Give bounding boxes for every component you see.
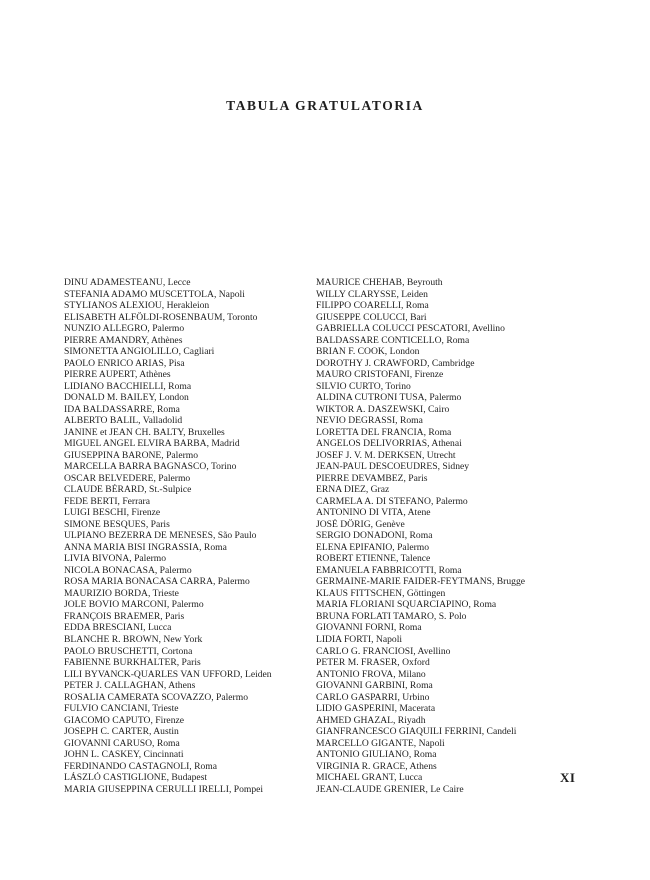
list-item: LUIGI BESCHI, Firenze xyxy=(64,507,161,519)
list-item: KLAUS FITTSCHEN, Göttingen xyxy=(316,587,446,599)
list-item: PETER J. CALLAGHAN, Athens xyxy=(64,680,196,692)
list-item: PETER M. FRASER, Oxford xyxy=(316,657,430,669)
list-item: JOSEPH C. CARTER, Austin xyxy=(64,726,179,738)
list-item: GIOVANNI GARBINI, Roma xyxy=(316,680,433,692)
list-item: JEAN-CLAUDE GRENIER, Le Caire xyxy=(316,783,464,795)
list-item: ANNA MARIA BISI INGRASSIA, Roma xyxy=(64,541,227,553)
list-item: SIMONETTA ANGIOLILLO, Cagliari xyxy=(64,346,215,358)
list-item: CARLO G. FRANCIOSI, Avellino xyxy=(316,645,451,657)
list-item: LILI BYVANCK-QUARLES VAN UFFORD, Leiden xyxy=(64,668,272,680)
list-item: BRIAN F. COOK, London xyxy=(316,346,420,358)
list-item: PIERRE AUPERT, Athènes xyxy=(64,369,171,381)
list-item: PIERRE AMANDRY, Athènes xyxy=(64,334,183,346)
list-item: MARCELLO GIGANTE, Napoli xyxy=(316,737,445,749)
list-item: GABRIELLA COLUCCI PESCATORI, Avellino xyxy=(316,323,505,335)
list-item: DINU ADAMESTEANU, Lecce xyxy=(64,277,191,288)
list-item: FEDE BERTI, Ferrara xyxy=(64,495,151,507)
list-item: GIUSEPPE COLUCCI, Bari xyxy=(316,311,427,323)
list-item: MARIA GIUSEPPINA CERULLI IRELLI, Pompei xyxy=(64,783,264,795)
list-item: IDA BALDASSARRE, Roma xyxy=(64,403,180,415)
list-item: ANTONINO DI VITA, Atene xyxy=(316,507,431,519)
list-item: JANINE et JEAN CH. BALTY, Bruxelles xyxy=(64,426,225,438)
list-item: ROBERT ETIENNE, Talence xyxy=(316,553,431,565)
list-item: MIGUEL ANGEL ELVIRA BARBA, Madrid xyxy=(64,438,240,450)
list-item: GIOVANNI FORNI, Roma xyxy=(316,622,422,634)
list-item: MICHAEL GRANT, Lucca xyxy=(316,772,423,784)
list-item: OSCAR BELVEDERE, Palermo xyxy=(64,472,191,484)
list-item: SILVIO CURTO, Torino xyxy=(316,380,411,392)
list-item: JOSÉ DÖRIG, Genève xyxy=(316,518,405,530)
list-item: FRANÇOIS BRAEMER, Paris xyxy=(64,610,185,622)
list-item: ALDINA CUTRONI TUSA, Palermo xyxy=(316,392,462,404)
list-item: LIDIO GASPERINI, Macerata xyxy=(316,703,436,715)
list-item: ELENA EPIFANIO, Palermo xyxy=(316,541,430,553)
list-item: EDDA BRESCIANI, Lucca xyxy=(64,622,172,634)
list-item: FULVIO CANCIANI, Trieste xyxy=(64,703,179,715)
list-item: GIANFRANCESCO GIAQUILI FERRINI, Candeli xyxy=(316,726,517,738)
list-item: PIERRE DEVAMBEZ, Paris xyxy=(316,472,428,484)
list-item: JOSEF J. V. M. DERKSEN, Utrecht xyxy=(316,449,456,461)
list-item: LÁSZLÓ CASTIGLIONE, Budapest xyxy=(64,772,208,784)
list-item: FERDINANDO CASTAGNOLI, Roma xyxy=(64,760,217,772)
list-item: CLAUDE BÉRARD, St.-Sulpice xyxy=(64,484,192,496)
list-item: GIACOMO CAPUTO, Firenze xyxy=(64,714,185,726)
page-title: TABULA GRATULATORIA xyxy=(226,98,424,113)
list-item: NICOLA BONACASA, Palermo xyxy=(64,564,192,576)
list-item: LIVIA BIVONA, Palermo xyxy=(64,553,167,565)
list-item: MAURICE CHEHAB, Beyrouth xyxy=(316,277,443,288)
list-item: BALDASSARE CONTICELLO, Roma xyxy=(316,334,470,346)
list-item: ELISABETH ALFÖLDI-ROSENBAUM, Toronto xyxy=(64,311,258,323)
list-item: NEVIO DEGRASSI, Roma xyxy=(316,415,423,427)
list-item: WILLY CLARYSSE, Leiden xyxy=(316,288,428,300)
list-item: SERGIO DONADONI, Roma xyxy=(316,530,433,542)
list-item: EMANUELA FABBRICOTTI, Roma xyxy=(316,564,462,576)
list-item: ROSALIA CAMERATA SCOVAZZO, Palermo xyxy=(64,691,249,703)
list-item: ERNA DIEZ, Graz xyxy=(316,484,390,496)
list-item: ANGELOS DELIVORRIAS, Athenai xyxy=(316,438,462,450)
list-item: JEAN-PAUL DESCOEUDRES, Sidney xyxy=(316,461,470,473)
list-item: LORETTA DEL FRANCIA, Roma xyxy=(316,426,452,438)
list-item: GIUSEPPINA BARONE, Palermo xyxy=(64,449,199,461)
list-item: CARMELA A. DI STEFANO, Palermo xyxy=(316,495,468,507)
list-item: FILIPPO COARELLI, Roma xyxy=(316,300,429,312)
list-item: VIRGINIA R. GRACE, Athens xyxy=(316,760,437,772)
list-item: BRUNA FORLATI TAMARO, S. Polo xyxy=(316,610,467,622)
list-item: MAURO CRISTOFANI, Firenze xyxy=(316,369,444,381)
list-item: STEFANIA ADAMO MUSCETTOLA, Napoli xyxy=(64,288,245,300)
list-item: NUNZIO ALLEGRO, Palermo xyxy=(64,323,185,335)
list-item: MAURIZIO BORDA, Trieste xyxy=(64,587,179,599)
list-item: FABIENNE BURKHALTER, Paris xyxy=(64,657,201,669)
list-item: AHMED GHAZAL, Riyadh xyxy=(316,714,426,726)
list-item: GIOVANNI CARUSO, Roma xyxy=(64,737,180,749)
list-item: PAOLO BRUSCHETTI, Cortona xyxy=(64,645,193,657)
names-list-left xyxy=(64,277,336,795)
list-item: MARIA FLORIANI SQUARCIAPINO, Roma xyxy=(316,599,497,611)
list-item: STYLIANOS ALEXIOU, Herakleion xyxy=(64,300,210,312)
list-item: LIDIA FORTI, Napoli xyxy=(316,633,403,645)
list-item: ALBERTO BALIL, Valladolid xyxy=(64,415,183,427)
list-item: DONALD M. BAILEY, London xyxy=(64,392,189,404)
list-item: ANTONIO GIULIANO, Roma xyxy=(316,749,437,761)
list-item: MARCELLA BARRA BAGNASCO, Torino xyxy=(64,461,237,473)
page-number: XI xyxy=(560,770,576,785)
list-item: JOLE BOVIO MARCONI, Palermo xyxy=(64,599,204,611)
list-item: WIKTOR A. DASZEWSKI, Cairo xyxy=(316,403,450,415)
list-item: CARLO GASPARRI, Urbino xyxy=(316,691,430,703)
list-item: ROSA MARIA BONACASA CARRA, Palermo xyxy=(64,576,250,588)
list-item: LIDIANO BACCHIELLI, Roma xyxy=(64,380,192,392)
list-item: DOROTHY J. CRAWFORD, Cambridge xyxy=(316,357,475,369)
list-item: JOHN L. CASKEY, Cincinnati xyxy=(64,749,184,761)
list-item: PAOLO ENRICO ARIAS, Pisa xyxy=(64,357,185,369)
list-item: GERMAINE-MARIE FAIDER-FEYTMANS, Brugge xyxy=(316,576,526,588)
list-item: BLANCHE R. BROWN, New York xyxy=(64,633,203,645)
list-item: SIMONE BESQUES, Paris xyxy=(64,518,170,530)
names-list-right xyxy=(316,277,588,795)
list-item: ANTONIO FROVA, Milano xyxy=(316,668,426,680)
list-item: ULPIANO BEZERRA DE MENESES, São Paulo xyxy=(64,530,257,542)
